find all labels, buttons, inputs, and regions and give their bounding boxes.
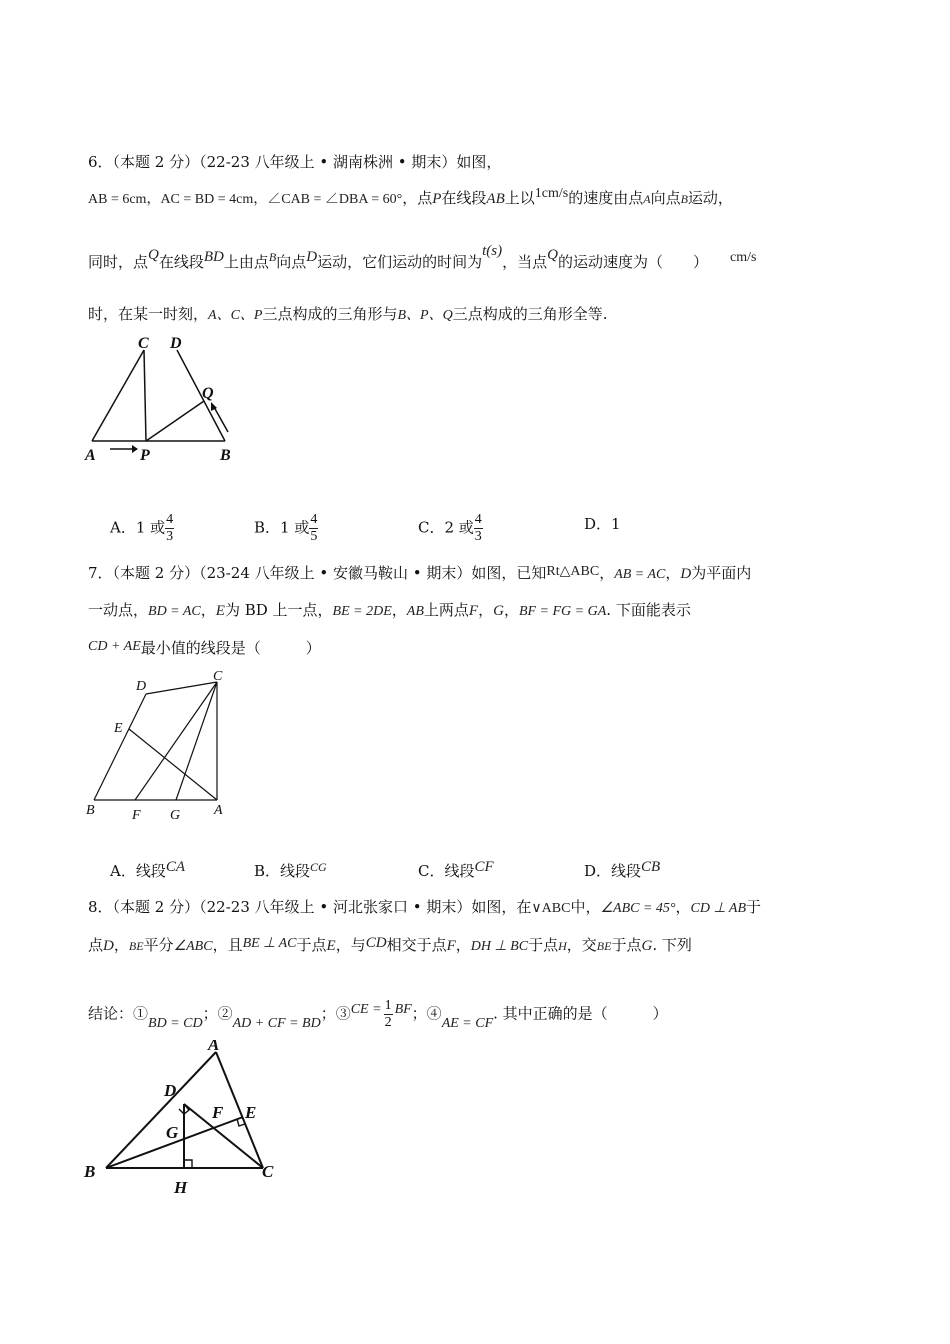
segment-cg	[176, 682, 217, 800]
denominator: 3	[166, 529, 174, 544]
arrow-head-right	[132, 445, 138, 453]
q6-text: 运动，	[687, 189, 733, 207]
label-b: B	[220, 447, 231, 464]
q8-text: ，交	[566, 936, 597, 954]
q8-text: ；④	[411, 1004, 442, 1023]
q8-text: . 下列	[652, 936, 692, 954]
q6-text: 的速度由点	[568, 189, 644, 207]
q6-math: A	[643, 192, 651, 206]
option-math: CB	[641, 859, 661, 875]
q7-line1	[88, 563, 751, 585]
denominator: 3	[474, 529, 482, 544]
option-label: B．线段	[254, 862, 311, 880]
q6-figure	[80, 330, 250, 470]
q7-text: 最小值的线段是（ ）	[140, 639, 321, 657]
option-label: A．线段	[110, 862, 166, 880]
q7-math: BE = 2DE	[332, 604, 392, 619]
label-b: B	[84, 1162, 96, 1181]
right-angle-h	[184, 1160, 192, 1168]
segment-db	[94, 694, 146, 800]
q6-text: ，当点	[502, 253, 548, 271]
q7-text: ，	[478, 601, 494, 619]
q7-option-d[interactable]	[584, 861, 660, 882]
q6-text: 的运动速度为（ ）	[557, 253, 708, 271]
q7-math: F	[468, 603, 479, 619]
q6-text: 时，在某一时刻，	[88, 305, 209, 323]
q8-math: E	[326, 938, 336, 954]
q8-line3	[88, 998, 668, 1031]
q6-math: AB	[486, 191, 505, 207]
q6-line1	[88, 152, 501, 172]
q8-conclusion-2: AD + CF = BD	[232, 1015, 321, 1031]
q8-text: ，	[675, 898, 691, 916]
q8-math: F	[446, 938, 456, 954]
segment-bd	[177, 350, 225, 441]
fraction	[309, 512, 318, 545]
q6-unit: cm/s	[729, 250, 757, 265]
q6-math: D	[306, 249, 318, 265]
label-g: G	[166, 1123, 179, 1142]
q6-option-a[interactable]	[110, 512, 174, 545]
numerator: 4	[166, 512, 174, 527]
q8-conclusion-3: CE =	[350, 1001, 382, 1017]
q7-math: AB	[406, 604, 424, 619]
q8-text: 于点	[528, 936, 559, 954]
q8-math: BE	[128, 939, 144, 953]
q7-line2	[88, 600, 691, 622]
q8-text: 结论：①	[88, 1004, 149, 1023]
fraction	[474, 512, 483, 545]
q8-text: 平分	[143, 936, 174, 954]
q8-text: 8．（本题 2 分）（22-23 八年级上 • 河北张家口 • 期末）如图，在	[88, 898, 532, 916]
q8-text: 点	[88, 936, 104, 954]
option-label: C．线段	[418, 862, 475, 880]
q6-speed: 1cm/s	[534, 186, 569, 201]
segment-ba	[106, 1052, 216, 1168]
label-g: G	[170, 808, 181, 823]
q8-math: CD	[365, 935, 387, 951]
q6-math: Q	[547, 247, 558, 263]
fraction	[165, 512, 174, 545]
numerator: 1	[384, 998, 392, 1013]
q6-math: A、C、P	[208, 308, 263, 323]
q6-option-c[interactable]	[418, 512, 483, 545]
q6-line3	[88, 243, 757, 274]
q8-line1	[88, 897, 761, 919]
q7-figure	[80, 664, 240, 830]
segment-pq	[146, 401, 204, 441]
option-label: D．线段	[584, 862, 642, 880]
label-p: P	[140, 447, 150, 464]
q7-math: BD = AC	[148, 604, 201, 619]
q7-text: 一动点，	[88, 601, 149, 619]
q6-text: 三点构成的三角形与	[262, 305, 398, 323]
q7-text: . 下面能表示	[606, 601, 691, 619]
q8-math: ∠ABC	[173, 939, 213, 954]
q8-text: 于	[746, 898, 762, 916]
q8-text: ，与	[335, 936, 366, 954]
q6-text: 在线段	[158, 253, 204, 271]
label-f: F	[132, 808, 141, 823]
q6-math: B	[680, 192, 688, 206]
q8-text: . 其中正确的是（ ）	[493, 1004, 668, 1023]
q8-conclusion-3b: BF	[394, 1001, 412, 1017]
q7-math: E	[215, 603, 225, 619]
q7-text: ，	[391, 601, 407, 619]
label-f: F	[212, 1103, 224, 1122]
denominator: 5	[310, 529, 318, 544]
option-label: C．2 或	[418, 518, 474, 537]
option-math: CG	[310, 860, 327, 874]
q8-math: ∠ABC = 45°	[600, 901, 676, 916]
q8-text: 相交于点	[386, 936, 447, 954]
q6-math: BD	[203, 249, 224, 265]
label-h: H	[174, 1178, 188, 1197]
q8-math: CD ⊥ AB	[690, 901, 747, 916]
label-e: E	[245, 1103, 257, 1122]
label-a: A	[214, 803, 223, 818]
q8-math: BE	[596, 939, 612, 953]
q8-math: H	[558, 939, 567, 953]
q7-text: ，	[200, 601, 216, 619]
q7-option-a[interactable]	[110, 861, 185, 882]
q7-text: ，	[503, 601, 519, 619]
q8-math: D	[103, 938, 114, 954]
label-c: C	[262, 1162, 274, 1181]
q6-text: 向点	[276, 253, 307, 271]
q6-math: B、P、Q	[397, 308, 453, 323]
q8-text: 于点	[611, 936, 642, 954]
q8-text: ；③	[320, 1004, 351, 1023]
q8-math: G	[641, 938, 653, 954]
label-b: B	[86, 803, 95, 818]
q6-line4	[88, 304, 607, 326]
q7-text: 7．（本题 2 分）（23-24 八年级上 • 安徽马鞍山 • 期末）如图，已知	[88, 564, 547, 582]
q7-option-b[interactable]	[254, 861, 327, 882]
q6-option-d[interactable]	[584, 514, 621, 534]
q7-text: ，	[665, 564, 681, 582]
arrow-bq	[214, 407, 228, 432]
label-d: D	[164, 1081, 177, 1100]
label-c: C	[138, 335, 149, 352]
q7-text: 上两点	[423, 601, 469, 619]
q7-math: G	[493, 603, 504, 619]
q6-line2	[88, 188, 733, 210]
q6-math: t(s)	[482, 243, 503, 259]
q8-line2	[88, 935, 692, 957]
q7-math: CD + AE	[88, 639, 141, 654]
q6-text: 三点构成的三角形全等.	[452, 305, 608, 323]
q8-text: ，	[455, 936, 471, 954]
q6-text: 上由点	[223, 253, 269, 271]
numerator: 4	[474, 512, 482, 527]
q7-option-c[interactable]	[418, 861, 494, 882]
q8-conclusion-1: BD = CD	[148, 1015, 203, 1031]
option-label: D．1	[584, 515, 621, 533]
fraction	[384, 998, 393, 1031]
q8-text: 中，	[570, 898, 601, 916]
segment-ac	[92, 350, 144, 441]
q6-text: 上以	[504, 189, 535, 207]
q7-math: BF = FG = GA	[518, 604, 607, 619]
q6-text: 向点	[650, 189, 681, 207]
label-e: E	[114, 721, 123, 736]
q6-math: P	[432, 191, 442, 207]
q8-math: DH ⊥ BC	[470, 939, 529, 954]
q7-line3	[88, 638, 321, 660]
q7-text: 为平面内	[691, 564, 752, 582]
q7-math: AB = AC	[614, 567, 666, 582]
label-q: Q	[202, 385, 214, 402]
q8-text: ，	[113, 936, 129, 954]
label-a: A	[85, 447, 96, 464]
q6-option-b[interactable]	[254, 512, 318, 545]
q8-text: 于点	[296, 936, 327, 954]
q7-text: ，	[599, 564, 615, 582]
option-label: A．1 或	[110, 518, 166, 537]
q8-conclusion-4: AE = CF	[441, 1015, 494, 1031]
option-math: CA	[165, 859, 186, 875]
label-d: D	[170, 335, 182, 352]
q6-text: 在线段	[441, 189, 487, 207]
q8-text: ；②	[202, 1004, 233, 1023]
q6-heading: 6．（本题 2 分）（22-23 八年级上 • 湖南株洲 • 期末）如图，	[88, 153, 502, 171]
segment-cp	[144, 350, 146, 441]
q6-math: B	[268, 250, 277, 264]
q8-math: ∨ABC	[531, 901, 571, 916]
label-d: D	[136, 679, 147, 694]
option-label: B．1 或	[254, 518, 310, 537]
q7-math: D	[680, 566, 692, 582]
q6-given-math: AB = 6cm，AC = BD = 4cm，∠CAB = ∠DBA = 60°	[88, 192, 403, 207]
q8-text: ，且	[212, 936, 243, 954]
q6-math: Q	[148, 247, 159, 263]
numerator: 4	[310, 512, 318, 527]
q6-text: ，点	[402, 189, 433, 207]
denominator: 2	[384, 1015, 392, 1030]
label-a: A	[208, 1040, 220, 1054]
q8-math: BE ⊥ AC	[242, 936, 297, 951]
q8-figure	[80, 1040, 290, 1200]
label-c: C	[213, 669, 223, 684]
q7-math: Rt△ABC	[546, 564, 600, 579]
q6-text: 同时，点	[88, 253, 149, 271]
option-math: CF	[474, 859, 494, 875]
segment-dc	[146, 682, 217, 694]
q6-text: 运动，它们运动的时间为	[317, 253, 483, 271]
q7-text: 为 BD 上一点，	[224, 601, 333, 619]
segment-cf	[135, 682, 217, 800]
